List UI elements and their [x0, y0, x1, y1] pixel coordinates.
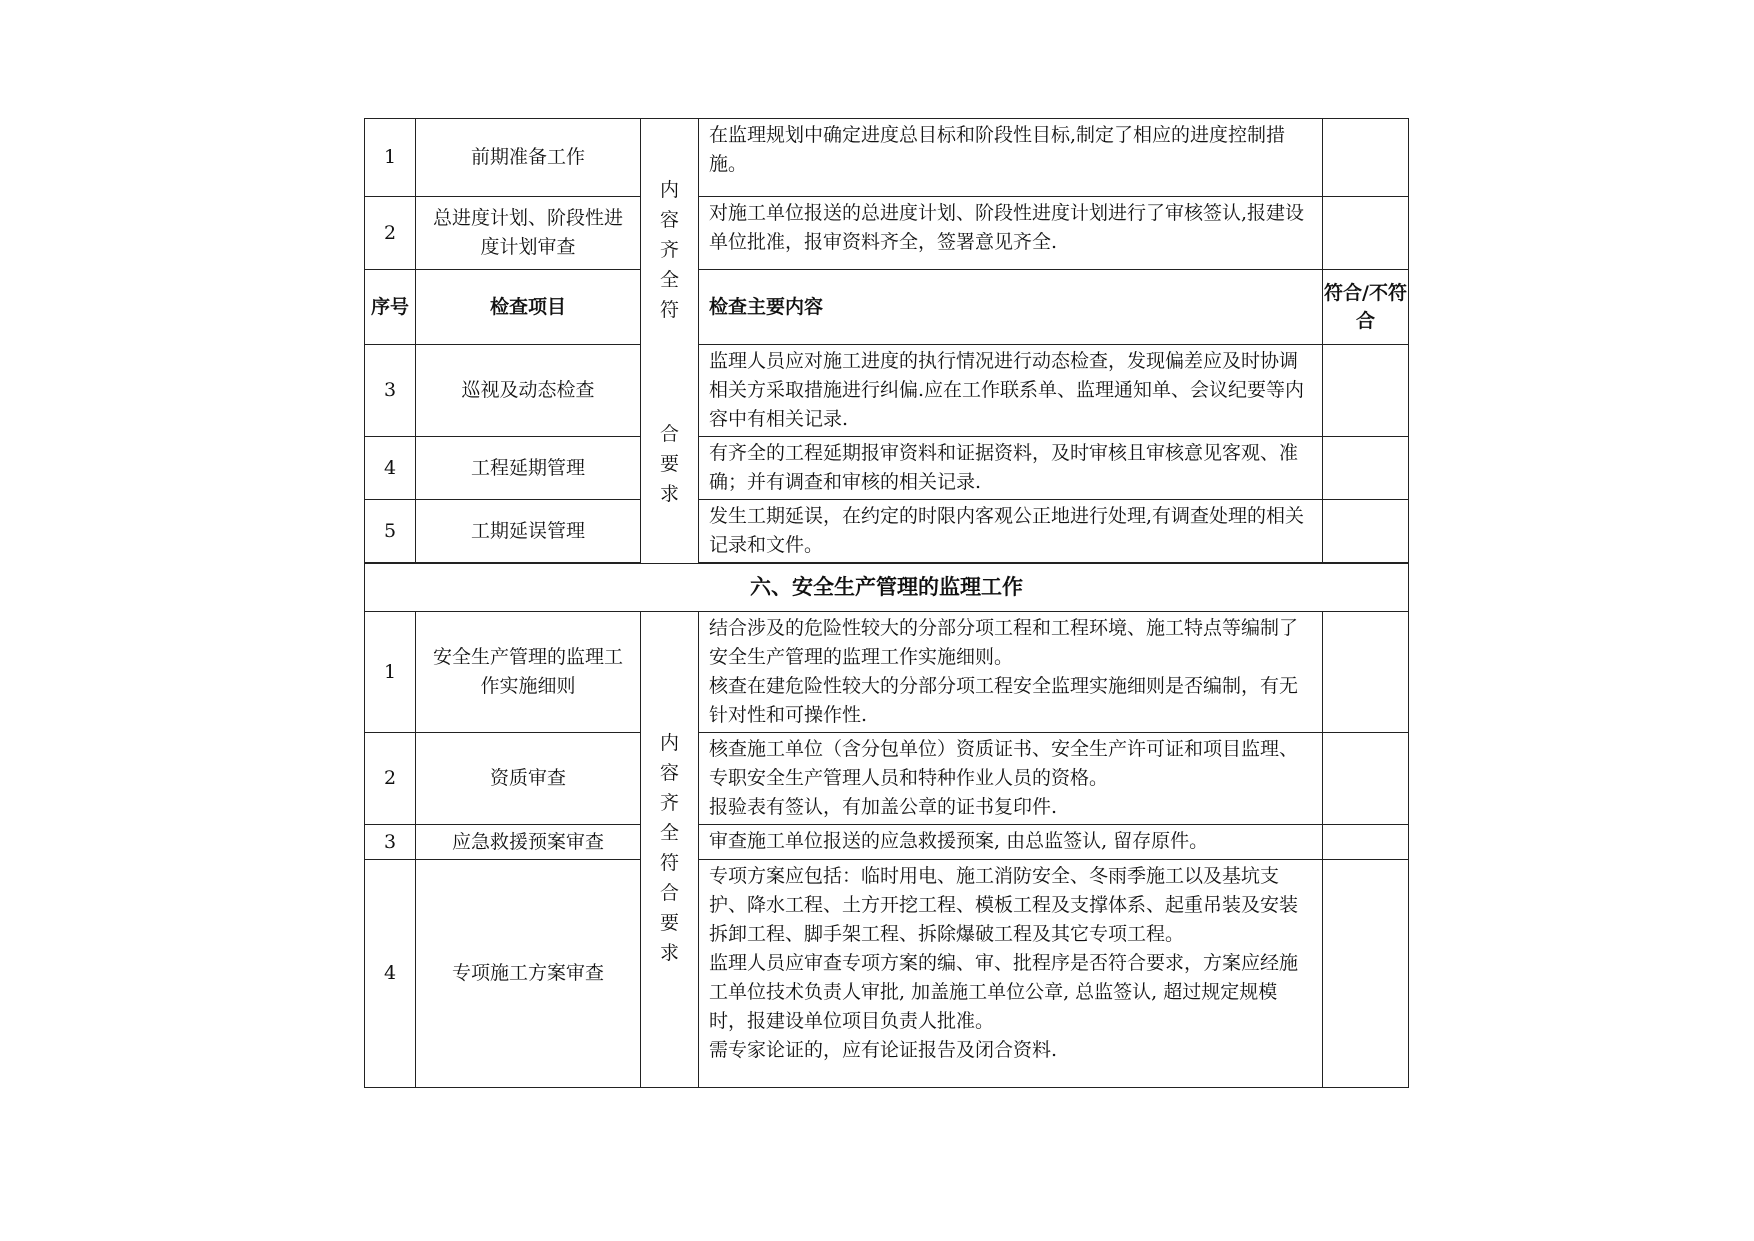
- row-result[interactable]: [1323, 733, 1409, 825]
- requirement-char: 内: [659, 732, 679, 754]
- table-row: [365, 612, 1409, 733]
- row-content: [699, 500, 1323, 563]
- requirement-text: [641, 175, 698, 509]
- row-result[interactable]: [1323, 197, 1409, 270]
- requirement-char: 齐: [659, 239, 679, 261]
- row-content: [699, 612, 1323, 733]
- requirement-char: 内: [659, 179, 679, 201]
- row-result[interactable]: [1323, 825, 1409, 860]
- inspection-table: [364, 118, 1409, 1088]
- requirement-char: 符: [659, 299, 679, 321]
- content-line: 发生工期延误，在约定的时限内客观公正地进行处理,有调查处理的相关记录和文件。: [709, 505, 1305, 556]
- row-seq: 5: [365, 500, 416, 563]
- row-seq: 4: [365, 860, 416, 1088]
- requirement-text: [641, 728, 698, 968]
- content-line: 核查施工单位（含分包单位）资质证书、安全生产许可证和项目监理、专职安全生产管理人员和特种作业人员的资格。: [709, 738, 1299, 789]
- row-seq: 1: [365, 119, 416, 197]
- table-row: [365, 197, 1409, 270]
- content-line: 审查施工单位报送的应急救援预案, 由总监签认, 留存原件。: [709, 830, 1209, 852]
- table-row: [365, 437, 1409, 500]
- header-item: 检查项目: [416, 270, 641, 345]
- content-line: 有齐全的工程延期报审资料和证据资料，及时审核且审核意见客观、准确；并有调查和审核的相关记录.: [709, 442, 1299, 493]
- requirement-char: 要: [659, 453, 679, 475]
- table-row: [365, 825, 1409, 860]
- row-seq: 3: [365, 345, 416, 437]
- row-seq: 2: [365, 733, 416, 825]
- requirement-char: 要: [659, 912, 679, 934]
- header-seq: 序号: [365, 270, 416, 345]
- content-line: 报验表有签认，有加盖公章的证书复印件.: [709, 796, 1058, 818]
- row-result[interactable]: [1323, 500, 1409, 563]
- requirement-char: 齐: [659, 792, 679, 814]
- table-row: [365, 500, 1409, 563]
- requirement-char: 容: [659, 762, 679, 784]
- requirement-cell: [641, 612, 699, 1088]
- row-item: 安全生产管理的监理工作实施细则: [416, 612, 641, 733]
- requirement-char: 容: [659, 209, 679, 231]
- row-content: [699, 197, 1323, 270]
- row-result[interactable]: [1323, 860, 1409, 1088]
- requirement-char: 求: [659, 483, 679, 505]
- content-line: 专项方案应包括：临时用电、施工消防安全、冬雨季施工以及基坑支护、降水工程、土方开挖工程、模板工程及支撑体系、起重吊装及安装拆卸工程、脚手架工程、拆除爆破工程及其它专项工程。: [709, 865, 1299, 945]
- row-item: 专项施工方案审查: [416, 860, 641, 1088]
- requirement-char: 求: [659, 942, 679, 964]
- table-header-row: [365, 270, 1409, 345]
- row-result[interactable]: [1323, 345, 1409, 437]
- row-content: [699, 733, 1323, 825]
- row-content: [699, 825, 1323, 860]
- row-item: 工期延误管理: [416, 500, 641, 563]
- row-seq: 3: [365, 825, 416, 860]
- section-title-row: [365, 564, 1409, 612]
- content-line: 结合涉及的危险性较大的分部分项工程和工程环境、施工特点等编制了安全生产管理的监理工作实施细则。: [709, 617, 1299, 668]
- row-result[interactable]: [1323, 612, 1409, 733]
- table-row: [365, 119, 1409, 197]
- row-item: 应急救援预案审查: [416, 825, 641, 860]
- requirement-char: 全: [659, 269, 679, 291]
- table-row: [365, 733, 1409, 825]
- table-row: [365, 860, 1409, 1088]
- requirement-cell: [641, 119, 699, 564]
- content-line: 在监理规划中确定进度总目标和阶段性目标,制定了相应的进度控制措施。: [709, 124, 1286, 175]
- row-content: [699, 860, 1323, 1088]
- content-line: 对施工单位报送的总进度计划、阶段性进度计划进行了审核签认,报建设单位批准，报审资料齐全，签署意见齐全.: [709, 202, 1305, 253]
- content-line: 监理人员应对施工进度的执行情况进行动态检查，发现偏差应及时协调相关方采取措施进行纠偏.应在工作联系单、监理通知单、会议纪要等内容中有相关记录.: [709, 350, 1305, 430]
- row-item: 工程延期管理: [416, 437, 641, 500]
- row-item: 资质审查: [416, 733, 641, 825]
- row-seq: 2: [365, 197, 416, 270]
- row-seq: 4: [365, 437, 416, 500]
- requirement-char: 全: [659, 822, 679, 844]
- requirement-char: 合: [659, 423, 679, 445]
- row-content: [699, 437, 1323, 500]
- requirement-char: 合: [659, 882, 679, 904]
- header-content: 检查主要内容: [699, 270, 1323, 345]
- row-item: 巡视及动态检查: [416, 345, 641, 437]
- row-item: 总进度计划、阶段性进度计划审查: [416, 197, 641, 270]
- row-result[interactable]: [1323, 437, 1409, 500]
- content-line: 核查在建危险性较大的分部分项工程安全监理实施细则是否编制，有无针对性和可操作性.: [709, 675, 1299, 726]
- section-title: 六、安全生产管理的监理工作: [365, 564, 1409, 612]
- row-content: [699, 119, 1323, 197]
- row-result[interactable]: [1323, 119, 1409, 197]
- table-row: [365, 345, 1409, 437]
- row-content: [699, 345, 1323, 437]
- row-item: 前期准备工作: [416, 119, 641, 197]
- header-result: 符合/不符合: [1323, 270, 1409, 345]
- content-line: 需专家论证的，应有论证报告及闭合资料.: [709, 1039, 1058, 1061]
- content-line: 监理人员应审查专项方案的编、审、批程序是否符合要求，方案应经施工单位技术负责人审批, 加盖施工单位公章, 总监签认, 超过规定规模时，报建设单位项目负责人批准。: [709, 952, 1299, 1032]
- row-seq: 1: [365, 612, 416, 733]
- requirement-char: 符: [659, 852, 679, 874]
